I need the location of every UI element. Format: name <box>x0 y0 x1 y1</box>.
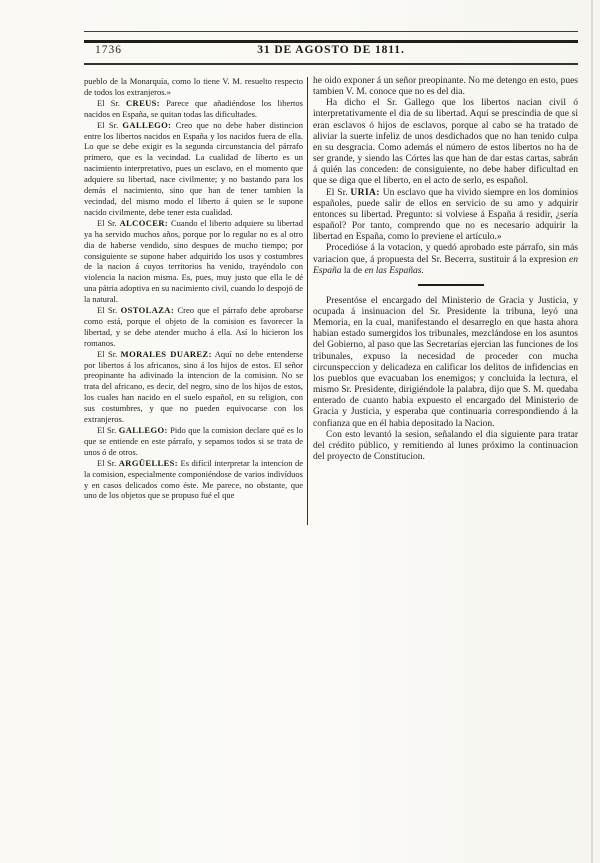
paragraph <box>313 98 578 187</box>
speaker-name: URIA: <box>350 187 380 198</box>
italic-phrase: en las Españas. <box>364 265 424 276</box>
paragraph-text: Un esclavo que ha vivido siempre en los dominios españoles, puede salir de ellos en servicio de su amo y adquirir entonces su libertad. Pregunto: si volviese á España á residir, ¿sería español? Por tanto, comprendo que no es necesario adquirir la libertad en España, como lo previene el artículo.» <box>313 187 578 243</box>
paragraph-text: Presentóse el encargado del Ministerio de Gracia y Justicia, y ocupada á insinuacion del Sr. Presidente la tribuna, leyó una Memoria, en la cual, manifestando el desarreglo en que hasta ahora habian estado sumergidos los tribunales, mezclándose en los asuntos del Gobierno, al paso que las Secretarías ejercian las funciones de los tribunales, expuso la necesidad de proceder con mucha circunspeccion y delicadeza en calificar los delitos de infidencias en los pueblos que evacuaban los enemigos; y concluida la lectura, el mismo Sr. Presidente, dirigiéndole la palabra, dijo que S. M. quedaba enterado de cuanto habia expuesto el encargado del Ministerio de Gracia y Justicia, y esperaba que continuaria correspondiendo á la confianza que en él habia depositado la Nacion. <box>313 295 578 429</box>
speaker-name: OSTOLAZA: <box>120 305 175 316</box>
speaker-name: CREUS: <box>126 97 161 108</box>
paragraph <box>84 458 303 502</box>
paragraph-text: pueblo de la Monarquía, como lo tiene V. M. resuelto respecto de todos los extranjeros.» <box>84 76 303 97</box>
paragraph <box>84 349 303 425</box>
paragraph <box>84 305 303 349</box>
paragraph <box>84 76 303 98</box>
paragraph-text: Parece que añadiéndose los libertos nacidos en España, se quitan todas las dificultades. <box>84 97 303 119</box>
right-column <box>313 76 578 463</box>
paragraph-text: Ha dicho el Sr. Gallego que los libertos nacian civil ó interpretativamente el dia de su libertad. Aquí se prescindia de que si eran esclavos ó hijos de esclavos, porque al cabo se ha tratado de aliviar la suerte infeliz de unos desdichados que no han tenido culpa en su desgracia. Como además el número de estos libertos no ha de ser grande, y siendo las Córtes las que han de dar estas cartas, sabrán á quién las conceden: de consiguiente, no debe haber dificultad en que se diga que el liberto, en el acto de serlo, es español. <box>313 98 578 187</box>
speaker-name: ARGÜELLES: <box>118 457 179 468</box>
paragraph <box>84 425 303 458</box>
date-heading: 31 DE AGOSTO DE 1811. <box>257 44 405 56</box>
paragraph <box>84 218 303 305</box>
page-header <box>84 44 578 60</box>
left-column <box>84 76 303 501</box>
page-number: 1736 <box>95 44 122 56</box>
page-edge-shadow <box>591 0 593 863</box>
paragraph-text: El Sr. <box>326 187 351 198</box>
italic-phrase: en España <box>313 254 578 276</box>
paragraph-text: El Sr. <box>97 119 123 130</box>
paragraph <box>313 430 578 463</box>
paragraph-text: Procedióse á la votacion, y quedó aprobado este párrafo, sin más variacion que, á propuesta del Sr. Becerra, sustituir á la expresion <box>313 243 578 265</box>
paragraph-text: El Sr. <box>97 425 119 435</box>
paragraph-text: Cuando el liberto adquiere su libertad ya ha servido muchos años, porque por lo regular no es al otro dia de haberse vendido, sino despues de mucho tiempo; por consiguiente se supone haber adquirido los usos y costumbres de la nacion á cuyos territorios ha venido, trayéndolo con violencia la nacion misma. Es, pues, muy justo que ella le dé una pátria adoptiva en su nacimiento civil, cuando lo despojó de la natural. <box>84 217 303 305</box>
paragraph-text: la de <box>341 265 365 276</box>
paragraph-text: Con esto levantó la sesion, señalando el dia siguiente para tratar del crédito público, y remitiendo al lunes próximo la continuacion del proyecto de Constitucion. <box>313 429 578 462</box>
top-rule-thin <box>84 31 578 32</box>
paragraph <box>313 76 578 98</box>
speaker-name: GALLEGO: <box>122 119 172 130</box>
section-separator-rule <box>418 284 484 286</box>
speaker-name: MORALES DUAREZ: <box>120 348 212 359</box>
paragraph <box>84 120 303 218</box>
paragraph-text: Creo que el párrafo debe aprobarse como está, porque el objeto de la comision es favorecer la libertad, y se debe atender mucho á ella. Así lo hicieron los romanos. <box>84 305 303 348</box>
column-divider <box>307 77 308 525</box>
paragraph-text: Es difícil interpretar la intencion de la comision, especialmente componiéndose de varios indivíduos y en casos delicados como éste. Me parece, no obstante, que uno de los objetos que se propuso fué el que <box>84 457 303 501</box>
paragraph-text: Pido que la comision declare qué es lo que se entiende en este párrafo, y sepamos todos si se trata de unos ó de otros. <box>84 425 303 457</box>
paragraph-text: El Sr. <box>97 457 119 468</box>
paragraph-text: El Sr. <box>97 348 121 359</box>
speaker-name: GALLEGO: <box>118 425 168 435</box>
paragraph-text: El Sr. <box>97 217 120 228</box>
paragraph <box>84 98 303 120</box>
paragraph-text: Aquí no debe entenderse por libertos á los africanos, sino á los hijos de estos. El señor preopinante ha adivinado la intencion de la comision. No se trata del africano, es decir, del negro, sino de los hijos de estos, los cuales han nacido en el suelo español, en su religion, con sus costumbres, y que no pueden equivocarse con los extranjeros. <box>84 348 303 425</box>
paragraph <box>313 296 578 430</box>
speaker-name: ALCOCER: <box>119 217 169 228</box>
paragraph-text: Creo que no debe haber distincion entre los libertos nacidos en España y los nacidos fuera de ella. Lo que se debe exigir es la segunda circunstancia del párrafo primero, que es la vecindad. La cualidad de liberto es un nacimiento interpretativo, pues un esclavo, en el momento que adquiere su libertad, nace civilmente; y no bastando para los demás el nacimiento, sino que han de tener tambien la vecindad, del mismo modo el liberto á quien se le supone nacido civilmente, debe tener esta cualidad. <box>84 119 303 217</box>
paragraph <box>313 243 578 276</box>
paragraph-text: El Sr. <box>97 97 126 108</box>
header-rule <box>84 63 578 65</box>
top-rule-thick <box>84 40 578 43</box>
paragraph <box>313 188 578 244</box>
paragraph-text: El Sr. <box>97 305 121 316</box>
paragraph-text: he oido exponer á un señor preopinante. No me detengo en esto, pues tambien V. M. conoce que no es del dia. <box>313 76 578 98</box>
